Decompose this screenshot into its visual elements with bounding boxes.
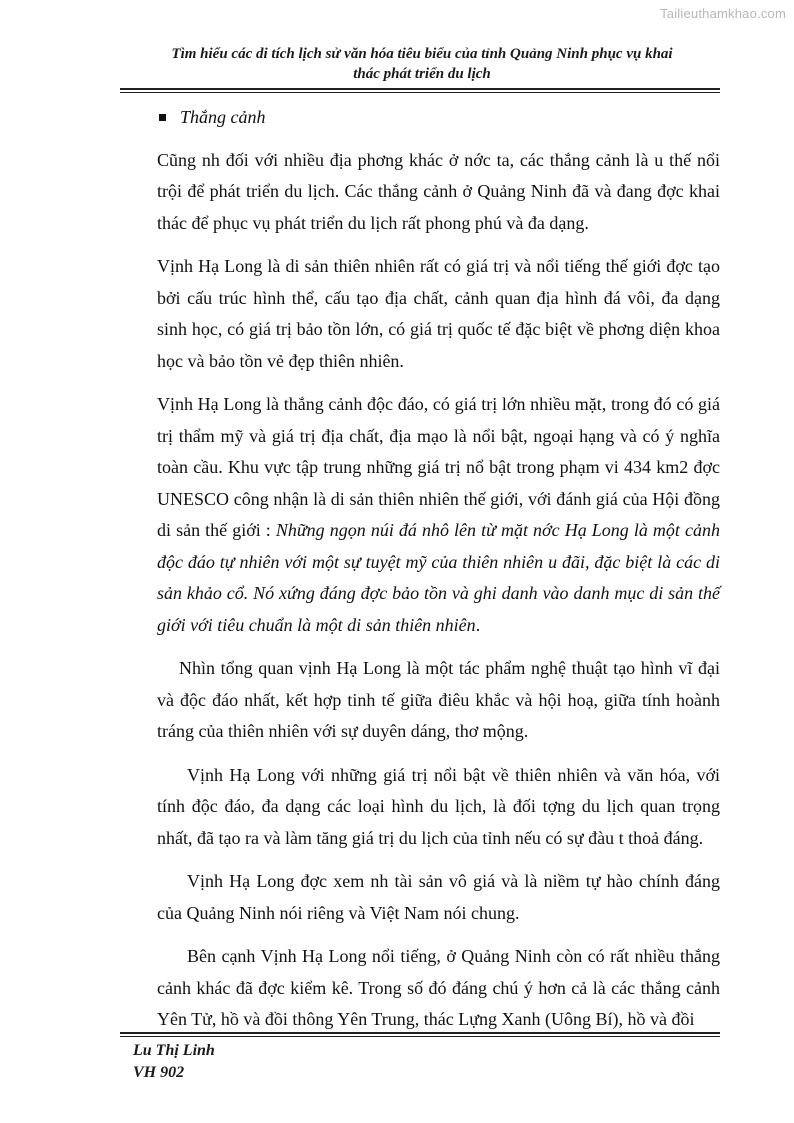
paragraph-5: Vịnh Hạ Long với những giá trị nổi bật về thiên nhiên và văn hóa, với tính độc đáo, đa dạng các loại hình du lịch, là đối tợng du lịch quan trọng nhất, đã tạo ra và làm tăng giá trị du lịch của tỉnh nếu có sự đàu t thoả đáng.: [157, 764, 720, 848]
watermark: Tailieuthamkhao.com: [660, 6, 786, 21]
footer-rule-thin: [120, 1036, 720, 1037]
section-heading: [159, 102, 720, 134]
header-rule-thin: [120, 92, 720, 93]
section-heading-label: Thắng cảnh: [180, 107, 266, 127]
header-rule: [120, 88, 720, 90]
header-title-line-2: thác phát triển du lịch: [353, 66, 491, 82]
square-bullet-icon: [159, 114, 166, 121]
paragraph-4: Nhìn tổng quan vịnh Hạ Long là một tác phẩm nghệ thuật tạo hình vĩ đại và độc đáo nhất, kết hợp tinh tế giữa điêu khắc và hội hoạ, giữa tính hoành tráng của thiên nhiên với sự duyên dáng, thơ mộng.: [157, 658, 720, 741]
paragraph-3-quote: Những ngọn núi đá nhô lên từ mặt nớc Hạ Long là một cảnh độc đáo tự nhiên với một sự tuyệt mỹ của thiên nhiên u đãi, đặc biệt là các di sản khảo cổ. Nó xứng đáng đợc bảo tồn và ghi danh vào danh mục di sản thế giới với tiêu chuẩn là một di sản thiên nhiên: [157, 520, 720, 635]
paragraph-3-text: Vịnh Hạ Long là thắng cảnh độc đáo, có giá trị lớn nhiều mặt, trong đó có giá trị thẩm mỹ và giá trị địa chất, địa mạo là nổi bật, ngoại hạng và có ý nghĩa toàn cầu. Khu vực tập trung những giá trị nổ bật trong phạm vi 434 km2 đợc UNESCO công nhận là di sản thiên nhiên thế giới, với đánh giá của Hội đồng di sản thế giới :: [157, 394, 720, 540]
footer-author: Lu Thị Linh: [133, 1042, 215, 1059]
paragraph-3-end: .: [475, 614, 481, 635]
document-footer: [133, 1040, 215, 1084]
paragraph-3: [157, 389, 720, 641]
document-header: [120, 44, 724, 84]
footer-rule: [120, 1032, 720, 1034]
paragraph-1: Cũng nh đối với nhiều địa phơng khác ở nớc ta, các thắng cảnh là u thế nổi trội để phát triển du lịch. Các thắng cảnh ở Quảng Ninh đã và đang đợc khai thác để phục vụ phát triển du lịch rất phong phú và đa dạng.: [157, 149, 720, 233]
paragraph-6: Vịnh Hạ Long đợc xem nh tài sản vô giá và là niềm tự hào chính đáng của Quảng Ninh nói riêng và Việt Nam nói chung.: [157, 871, 720, 923]
document-body: [157, 102, 720, 1048]
paragraph-2: Vịnh Hạ Long là di sản thiên nhiên rất có giá trị và nổi tiếng thế giới đợc tạo bởi cấu trúc hình thể, cấu tạo địa chất, cảnh quan địa hình đá vôi, đa dạng sinh học, có giá trị bảo tồn lớn, có giá trị quốc tế đặc biệt về phơng diện khoa học và bảo tồn vẻ đẹp thiên nhiên.: [157, 256, 720, 371]
footer-class-code: VH 902: [133, 1064, 185, 1081]
header-title-line-1: Tìm hiểu các di tích lịch sử văn hóa tiêu biểu của tỉnh Quảng Ninh phục vụ khai: [171, 46, 673, 62]
paragraph-7: Bên cạnh Vịnh Hạ Long nổi tiếng, ở Quảng Ninh còn có rất nhiều thắng cảnh khác đã đợc kiểm kê. Trong số đó đáng chú ý hơn cả là các thắng cảnh Yên Tử, hồ và đồi thông Yên Trung, thác Lựng Xanh (Uông Bí), hồ và đồi: [157, 946, 720, 1029]
